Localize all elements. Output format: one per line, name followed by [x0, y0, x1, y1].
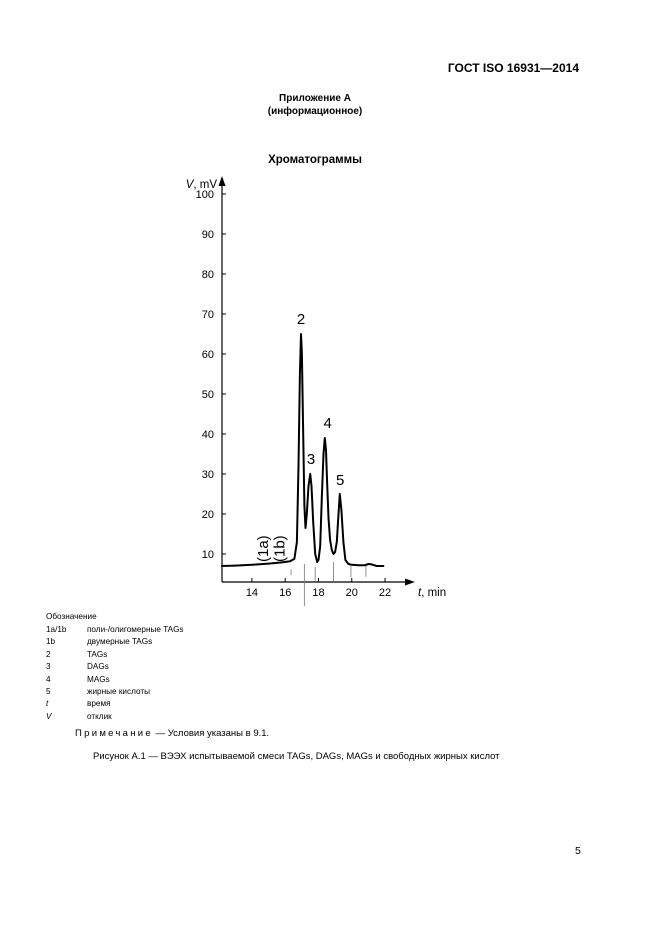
peak-label: 2 — [296, 311, 306, 328]
note-label: Примечание — [75, 728, 153, 739]
y-tick-label: 30 — [201, 469, 214, 481]
legend-symbol: t — [46, 699, 49, 709]
x-tick-label: 22 — [378, 587, 392, 599]
legend-item — [46, 674, 184, 686]
y-tick-label: 60 — [201, 349, 214, 361]
peak-label: 5 — [335, 471, 345, 489]
y-tick-label: 70 — [201, 309, 214, 321]
legend-text: двумерные TAGs — [87, 637, 153, 647]
y-tick-label: 10 — [201, 549, 214, 561]
y-tick-label: 90 — [201, 229, 214, 241]
x-axis-variable: t — [418, 587, 422, 599]
standard-code: ГОСТ ISO 16931—2014 — [447, 61, 579, 75]
y-axis-unit: , mV — [193, 179, 217, 191]
figure-heading: Хроматограммы — [268, 154, 362, 166]
peak-label: (1a) — [254, 535, 272, 562]
legend-symbol: 3 — [46, 662, 51, 672]
legend-item — [46, 624, 184, 636]
y-tick-label: 80 — [201, 269, 214, 281]
legend-text: MAGs — [87, 674, 110, 684]
legend-item — [46, 661, 184, 673]
chromatogram-trace — [222, 334, 383, 566]
annex-title-line1: Приложение А — [279, 93, 351, 104]
figure-caption: Рисунок А.1 — ВЭЭХ испытываемой смеси TAGs, DAGs, MAGs и свободных жирных кислот — [93, 751, 500, 762]
x-tick-label: 14 — [245, 587, 259, 599]
x-tick-label: 20 — [345, 587, 358, 599]
annex-title-line2: (информационное) — [267, 106, 363, 117]
peak-label: (1b) — [271, 535, 289, 562]
legend-text: жирные кислоты — [87, 686, 150, 696]
legend-item — [46, 649, 184, 661]
x-tick-label: 16 — [279, 587, 292, 599]
legend-item — [46, 698, 184, 710]
legend-text: TAGs — [87, 649, 108, 659]
y-tick-label: 50 — [201, 389, 214, 401]
x-axis-unit: , min — [421, 587, 447, 599]
legend-symbol: 2 — [46, 649, 51, 659]
note-text: — Условия указаны в 9.1. — [153, 728, 270, 739]
x-tick-label: 18 — [312, 587, 325, 599]
peak-label: 3 — [306, 451, 316, 468]
legend-text: отклик — [87, 711, 112, 721]
legend — [46, 612, 184, 723]
legend-symbol: 1a/1b — [46, 625, 67, 634]
y-axis-arrow — [219, 176, 226, 186]
y-axis-variable: V — [185, 179, 194, 191]
legend-item — [46, 636, 184, 648]
legend-item — [46, 686, 184, 698]
y-axis-title — [186, 179, 218, 191]
y-tick-label: 40 — [201, 429, 214, 441]
legend-symbol: 1b — [46, 637, 56, 647]
legend-symbol: 4 — [46, 674, 51, 684]
page-number: 5 — [575, 845, 581, 857]
legend-text: время — [87, 699, 111, 709]
legend-text: поли-/олигомерные TAGs — [87, 625, 184, 634]
legend-text: DAGs — [87, 662, 109, 672]
x-axis-title — [418, 587, 446, 599]
legend-item — [46, 711, 184, 723]
legend-heading: Обозначение — [46, 612, 97, 621]
x-axis-arrow — [405, 579, 415, 586]
note — [75, 728, 269, 739]
peak-label: 4 — [323, 415, 332, 432]
y-tick-label: 20 — [201, 509, 214, 521]
legend-symbol: 5 — [46, 686, 51, 696]
y-tick-label: 100 — [195, 189, 214, 201]
legend-symbol: V — [46, 711, 52, 721]
